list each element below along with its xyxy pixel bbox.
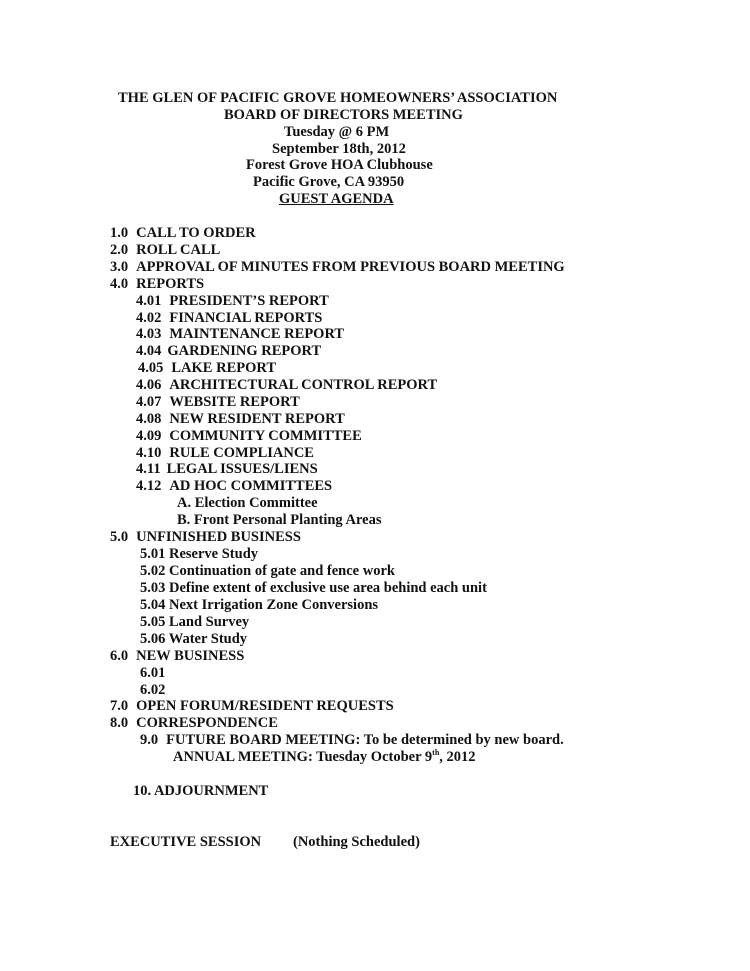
- item-text: UNFINISHED BUSINESS: [136, 529, 301, 545]
- item-text: LAKE REPORT: [171, 360, 277, 376]
- business-item: 5.06 Water Study: [140, 631, 248, 647]
- item-text: COMMUNITY COMMITTEE: [169, 428, 362, 444]
- item-text: GARDENING REPORT: [167, 343, 322, 359]
- meeting-venue: Forest Grove HOA Clubhouse: [246, 157, 433, 173]
- report-item: [138, 360, 276, 377]
- item-number: 4.12: [136, 478, 162, 494]
- business-item: 5.04 Next Irrigation Zone Conversions: [140, 597, 379, 613]
- item-text: APPROVAL OF MINUTES FROM PREVIOUS BOARD MEETING: [136, 259, 565, 275]
- report-item: [136, 411, 345, 428]
- item-number: 8.0: [110, 715, 129, 731]
- item-number: 2.0: [110, 242, 129, 258]
- item-text: FINANCIAL REPORTS: [169, 310, 323, 326]
- meeting-city: Pacific Grove, CA 93950: [253, 174, 405, 190]
- report-item: [136, 310, 322, 327]
- item-number: 4.04: [136, 343, 162, 359]
- agenda-item: [110, 242, 220, 259]
- item-number: 4.01: [136, 293, 162, 309]
- business-item: 5.03 Define extent of exclusive use area behind each unit: [140, 580, 487, 596]
- item-number: 7.0: [110, 698, 129, 714]
- annual-meeting-line: [173, 749, 476, 766]
- item-text: MAINTENANCE REPORT: [169, 326, 345, 342]
- item-text: LEGAL ISSUES/LIENS: [166, 461, 318, 477]
- org-title: THE GLEN OF PACIFIC GROVE HOMEOWNERS’ ASSOCIATION: [118, 90, 558, 106]
- annual-meeting-year: , 2012: [439, 749, 476, 765]
- item-text: CALL TO ORDER: [136, 225, 256, 241]
- meeting-date: September 18th, 2012: [272, 141, 406, 157]
- meeting-title: BOARD OF DIRECTORS MEETING: [224, 107, 463, 123]
- annual-meeting-text: ANNUAL MEETING: Tuesday October 9: [173, 749, 433, 765]
- agenda-item: [110, 225, 256, 242]
- business-item: 6.02: [140, 682, 166, 698]
- item-number: 6.0: [110, 648, 129, 664]
- agenda-item: [110, 259, 565, 276]
- business-item: 6.01: [140, 665, 166, 681]
- report-item: [136, 326, 344, 343]
- item-text: RULE COMPLIANCE: [169, 445, 314, 461]
- item-number: 1.0: [110, 225, 129, 241]
- business-item: 5.02 Continuation of gate and fence work: [140, 563, 395, 579]
- item-number: 4.06: [136, 377, 162, 393]
- agenda-item: [110, 276, 204, 293]
- report-item: [136, 293, 329, 310]
- agenda-item: [110, 715, 278, 732]
- item-number: 4.11: [136, 461, 161, 477]
- item-number: 4.03: [136, 326, 162, 342]
- item-text: FUTURE BOARD MEETING: To be determined by new board.: [166, 732, 564, 748]
- agenda-item: [110, 529, 301, 546]
- item-number: 4.0: [110, 276, 129, 292]
- report-item: [136, 478, 332, 495]
- report-item: [136, 428, 362, 445]
- item-number: 4.02: [136, 310, 162, 326]
- item-text: NEW RESIDENT REPORT: [169, 411, 345, 427]
- item-text: REPORTS: [136, 276, 205, 292]
- adjournment-item: 10. ADJOURNMENT: [133, 783, 269, 799]
- report-item: [136, 377, 437, 394]
- ordinal-suffix: th: [432, 748, 440, 758]
- sub-item-planting-areas: B. Front Personal Planting Areas: [177, 512, 382, 528]
- executive-session-label: EXECUTIVE SESSION: [110, 834, 262, 850]
- item-number: 4.10: [136, 445, 162, 461]
- item-text: AD HOC COMMITTEES: [169, 478, 333, 494]
- item-number: 4.08: [136, 411, 162, 427]
- item-number: 4.05: [138, 360, 164, 376]
- item-text: ROLL CALL: [136, 242, 221, 258]
- item-number: 4.09: [136, 428, 162, 444]
- agenda-title: GUEST AGENDA: [279, 191, 394, 207]
- report-item: [136, 343, 321, 360]
- item-text: NEW BUSINESS: [136, 648, 245, 664]
- item-text: CORRESPONDENCE: [136, 715, 278, 731]
- agenda-item: [110, 648, 244, 665]
- item-text: WEBSITE REPORT: [169, 394, 300, 410]
- report-item: [136, 445, 314, 462]
- item-number: 5.0: [110, 529, 129, 545]
- meeting-time: Tuesday @ 6 PM: [284, 124, 390, 140]
- business-item: 5.05 Land Survey: [140, 614, 250, 630]
- item-text: ARCHITECTURAL CONTROL REPORT: [169, 377, 438, 393]
- item-text: PRESIDENT’S REPORT: [169, 293, 329, 309]
- executive-session-note: (Nothing Scheduled): [293, 834, 420, 850]
- report-item: [136, 461, 318, 478]
- agenda-item: [110, 698, 394, 715]
- item-number: 9.0: [140, 732, 159, 748]
- sub-item-election-committee: A. Election Committee: [177, 495, 318, 511]
- item-text: OPEN FORUM/RESIDENT REQUESTS: [136, 698, 394, 714]
- report-item: [136, 394, 300, 411]
- agenda-item: [140, 732, 564, 749]
- business-item: 5.01 Reserve Study: [140, 546, 259, 562]
- item-number: 3.0: [110, 259, 129, 275]
- item-number: 4.07: [136, 394, 162, 410]
